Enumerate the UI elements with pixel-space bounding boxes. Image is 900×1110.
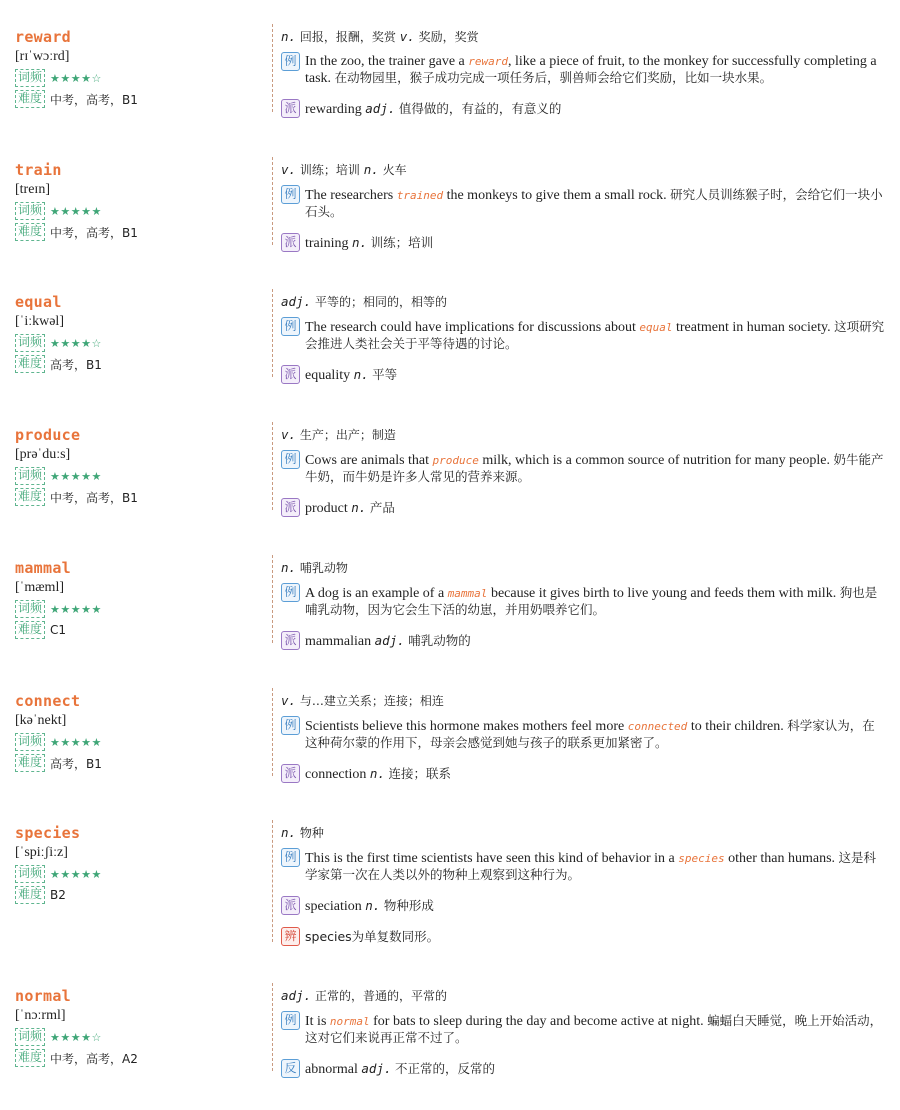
column-divider — [272, 983, 273, 1071]
word-header — [15, 824, 265, 904]
level-row — [15, 886, 265, 904]
definition-pos: n. — [281, 29, 297, 44]
example-text-rest: because it gives birth to live young and feeds them with milk. — [487, 586, 840, 601]
level-value: 高考，B1 — [50, 756, 102, 771]
example-badge: 例 — [281, 450, 300, 469]
word-header — [15, 293, 265, 373]
derivative — [281, 367, 886, 384]
word-details — [281, 987, 886, 1078]
definition-text: 生产；出产；制造 — [299, 428, 396, 442]
example-translation: 狗也是哺乳动物，因为它会生下活的幼崽，并用奶喂养它们。 — [305, 585, 878, 617]
level-row — [15, 621, 265, 639]
example-sentence — [281, 187, 886, 221]
level-value: 中考，高考，A2 — [50, 1051, 138, 1066]
definition-text: 回报，报酬，奖赏 — [299, 30, 396, 44]
level-row — [15, 488, 265, 506]
frequency-row — [15, 202, 265, 220]
word-details — [281, 559, 886, 650]
definition-text: 平等的；相同的，相等的 — [314, 295, 447, 309]
example-sentence — [281, 718, 886, 752]
example-sentence — [281, 319, 886, 353]
example-badge: 例 — [281, 1011, 300, 1030]
level-value: 高考，B1 — [50, 357, 102, 372]
definition — [281, 28, 886, 46]
derivative-pos: adj. — [365, 101, 396, 116]
example-keyword: species — [678, 852, 725, 865]
example-translation: 这是科学家第一次在人类以外的物种上观察到这种行为。 — [305, 850, 877, 882]
level-row — [15, 90, 265, 108]
example-text: In the zoo, the trainer gave a — [305, 54, 469, 69]
derivative-word[interactable]: rewarding — [305, 102, 362, 117]
frequency-stars: ★★★★★ — [50, 602, 102, 616]
definition-text-2: 火车 — [382, 163, 407, 177]
definition-pos: adj. — [281, 294, 312, 309]
frequency-stars: ★★★★★ — [50, 204, 102, 218]
derivative-pos: adj. — [374, 633, 405, 648]
frequency-stars: ★★★★☆ — [50, 71, 102, 85]
example-text: A dog is an example of a — [305, 586, 448, 601]
frequency-stars: ★★★★★ — [50, 867, 102, 881]
level-tag: 难度 — [15, 488, 45, 506]
derivative-badge: 派 — [281, 896, 300, 915]
derivative-word[interactable]: mammalian — [305, 634, 372, 649]
derivative-meaning: 值得做的，有益的，有意义的 — [398, 101, 562, 116]
example-badge: 例 — [281, 52, 300, 71]
derivative-badge: 派 — [281, 498, 300, 517]
definition-pos: n. — [281, 560, 297, 575]
example-translation: 研究人员训练猴子时，会给它们一块小石头。 — [305, 187, 883, 219]
example-text-rest: milk, which is a common source of nutrition for many people. — [478, 453, 834, 468]
example-badge: 例 — [281, 317, 300, 336]
definition-text: 训练；培训 — [299, 163, 360, 177]
level-tag: 难度 — [15, 621, 45, 639]
derivative-meaning: 产品 — [369, 500, 395, 515]
word-details — [281, 692, 886, 783]
column-divider — [272, 422, 273, 510]
derivative-pos: n. — [351, 500, 367, 515]
level-tag: 难度 — [15, 223, 45, 241]
derivative-badge: 派 — [281, 99, 300, 118]
frequency-tag: 词频 — [15, 69, 45, 87]
definition-text: 与…建立关系；连接；相连 — [299, 694, 444, 708]
word-header — [15, 426, 265, 506]
antonym-badge: 反 — [281, 1059, 300, 1078]
example-sentence — [281, 585, 886, 619]
frequency-tag: 词频 — [15, 202, 45, 220]
derivative — [281, 101, 886, 118]
frequency-tag: 词频 — [15, 1028, 45, 1046]
word-header — [15, 28, 265, 108]
definition-pos: adj. — [281, 988, 312, 1003]
level-tag: 难度 — [15, 355, 45, 373]
definition — [281, 692, 886, 710]
definition — [281, 161, 886, 179]
derivative-word[interactable]: training — [305, 236, 349, 251]
definition — [281, 559, 886, 577]
frequency-tag: 词频 — [15, 334, 45, 352]
definition-text: 正常的，普通的，平常的 — [314, 989, 447, 1003]
frequency-stars: ★★★★☆ — [50, 1030, 102, 1044]
derivative-pos: n. — [352, 235, 368, 250]
level-row — [15, 1049, 265, 1067]
level-row — [15, 355, 265, 373]
example-translation: 蝙蝠白天睡觉，晚上开始活动，这对它们来说再正常不过了。 — [305, 1013, 883, 1045]
example-keyword: mammal — [447, 587, 488, 600]
example-text: Cows are animals that — [305, 453, 433, 468]
derivative-word[interactable]: speciation — [305, 899, 362, 914]
example-text-rest: treatment in human society. — [672, 320, 835, 335]
derivative-badge: 派 — [281, 365, 300, 384]
example-text-rest: other than humans. — [724, 851, 839, 866]
frequency-row — [15, 334, 265, 352]
antonym — [281, 1061, 886, 1078]
example-sentence — [281, 54, 886, 87]
derivative-meaning: 连接；联系 — [388, 766, 451, 781]
frequency-stars: ★★★★★ — [50, 735, 102, 749]
example-keyword: trained — [396, 189, 444, 202]
example-text: This is the first time scientists have seen this kind of behavior in a — [305, 851, 679, 866]
example-sentence — [281, 452, 886, 486]
column-divider — [272, 157, 273, 245]
column-divider — [272, 555, 273, 643]
example-sentence — [281, 1013, 886, 1047]
derivative-meaning: 平等 — [372, 367, 398, 382]
definition-pos: v. — [281, 693, 297, 708]
definition-pos-2: v. — [399, 29, 415, 44]
example-keyword: reward — [468, 55, 509, 68]
definition-pos: v. — [281, 162, 297, 177]
frequency-row — [15, 600, 265, 618]
word-header — [15, 161, 265, 241]
example-text-rest: to their children. — [687, 719, 788, 734]
antonym-pos: adj. — [361, 1061, 392, 1076]
derivative-word[interactable]: equality — [305, 368, 351, 383]
phonetic: [kəˈnekt] — [15, 713, 67, 728]
frequency-row — [15, 865, 265, 883]
definition-text: 物种 — [299, 826, 324, 840]
derivative-badge: 派 — [281, 631, 300, 650]
derivative-meaning: 哺乳动物的 — [408, 633, 471, 648]
definition — [281, 426, 886, 444]
level-tag: 难度 — [15, 90, 45, 108]
example-translation: 奶牛能产牛奶，而牛奶是许多人常见的营养来源。 — [305, 452, 884, 484]
example-keyword: equal — [639, 321, 673, 334]
definition-text-2: 奖励，奖赏 — [418, 30, 479, 44]
derivative-meaning: 训练；培训 — [370, 235, 434, 250]
example-badge: 例 — [281, 848, 300, 867]
example-badge: 例 — [281, 716, 300, 735]
frequency-row — [15, 69, 265, 87]
example-badge: 例 — [281, 185, 300, 204]
example-sentence — [281, 850, 886, 884]
frequency-tag: 词频 — [15, 733, 45, 751]
derivative — [281, 500, 886, 517]
word-details — [281, 293, 886, 384]
column-divider — [272, 820, 273, 942]
level-row — [15, 223, 265, 241]
example-keyword: normal — [329, 1015, 370, 1028]
derivative-word[interactable]: connection — [305, 767, 367, 782]
word-details — [281, 28, 886, 118]
level-value: B2 — [50, 888, 66, 902]
level-value: 中考，高考，B1 — [50, 92, 138, 107]
example-text: It is — [305, 1014, 330, 1029]
example-badge: 例 — [281, 583, 300, 602]
example-text: The researchers — [305, 188, 397, 203]
definition-pos-2: n. — [363, 162, 379, 177]
note-badge: 辨 — [281, 927, 300, 946]
level-value: 中考，高考，B1 — [50, 490, 138, 505]
column-divider — [272, 24, 273, 112]
phonetic: [rɪˈwɔːrd] — [15, 49, 70, 64]
example-translation: 这项研究会推进人类社会关于平等待遇的讨论。 — [305, 319, 885, 351]
definition-pos: n. — [281, 825, 297, 840]
frequency-tag: 词频 — [15, 600, 45, 618]
headword[interactable]: species — [15, 824, 81, 842]
word-header — [15, 987, 265, 1067]
derivative-badge: 派 — [281, 233, 300, 252]
level-value: C1 — [50, 623, 67, 637]
definition-pos: v. — [281, 427, 297, 442]
definition — [281, 987, 886, 1005]
word-details — [281, 161, 886, 252]
example-text: The research could have implications for discussions about — [305, 320, 640, 335]
headword[interactable]: normal — [15, 987, 71, 1005]
level-tag: 难度 — [15, 1049, 45, 1067]
column-divider — [272, 289, 273, 377]
headword[interactable]: train — [15, 161, 62, 179]
phonetic: [ˈmæml] — [15, 580, 64, 595]
frequency-tag: 词频 — [15, 467, 45, 485]
usage-note — [281, 929, 886, 946]
level-tag: 难度 — [15, 754, 45, 772]
level-value: 中考，高考，B1 — [50, 225, 138, 240]
phonetic: [prəˈduːs] — [15, 447, 71, 462]
example-translation: 在动物园里，猴子成功完成一项任务后，驯兽师会给它们奖励，比如一块水果。 — [334, 70, 773, 85]
example-translation: 科学家认为，在这种荷尔蒙的作用下，母亲会感觉到她与孩子的联系更加紧密了。 — [305, 718, 875, 750]
frequency-row — [15, 1028, 265, 1046]
level-tag: 难度 — [15, 886, 45, 904]
derivative-word[interactable]: product — [305, 501, 348, 516]
phonetic: [ˈnɔːrml] — [15, 1008, 66, 1023]
frequency-row — [15, 733, 265, 751]
headword[interactable]: equal — [15, 293, 62, 311]
example-text-rest: , like a piece of fruit, to the monkey for successfully completing a task. — [305, 54, 877, 86]
example-text: Scientists believe this hormone makes mothers feel more — [305, 719, 628, 734]
derivative-pos: n. — [365, 898, 381, 913]
example-keyword: produce — [432, 454, 479, 467]
example-text-rest: for bats to sleep during the day and become active at night. — [369, 1014, 708, 1029]
derivative-meaning: 物种形成 — [383, 898, 434, 913]
word-details — [281, 824, 886, 946]
derivative — [281, 898, 886, 915]
frequency-tag: 词频 — [15, 865, 45, 883]
headword[interactable]: connect — [15, 692, 81, 710]
derivative-pos: n. — [353, 367, 369, 382]
derivative — [281, 633, 886, 650]
column-divider — [272, 688, 273, 776]
word-details — [281, 426, 886, 517]
phonetic: [ˈiːkwəl] — [15, 314, 64, 329]
derivative — [281, 235, 886, 252]
antonym-word[interactable]: abnormal — [305, 1062, 358, 1077]
derivative — [281, 766, 886, 783]
derivative-badge: 派 — [281, 764, 300, 783]
headword[interactable]: reward — [15, 28, 71, 46]
phonetic: [ˈspiːʃiːz] — [15, 845, 68, 860]
headword[interactable]: produce — [15, 426, 81, 444]
antonym-meaning: 不正常的，反常的 — [394, 1061, 495, 1076]
frequency-stars: ★★★★★ — [50, 469, 102, 483]
example-keyword: connected — [627, 720, 688, 733]
frequency-row — [15, 467, 265, 485]
headword[interactable]: mammal — [15, 559, 71, 577]
derivative-pos: n. — [369, 766, 385, 781]
example-text-rest: the monkeys to give them a small rock. — [443, 188, 671, 203]
note-text: species为单复数同形。 — [305, 929, 440, 944]
word-header — [15, 559, 265, 639]
definition-text: 哺乳动物 — [299, 561, 348, 575]
definition — [281, 293, 886, 311]
frequency-stars: ★★★★☆ — [50, 336, 102, 350]
phonetic: [treɪn] — [15, 182, 50, 197]
word-header — [15, 692, 265, 772]
definition — [281, 824, 886, 842]
level-row — [15, 754, 265, 772]
